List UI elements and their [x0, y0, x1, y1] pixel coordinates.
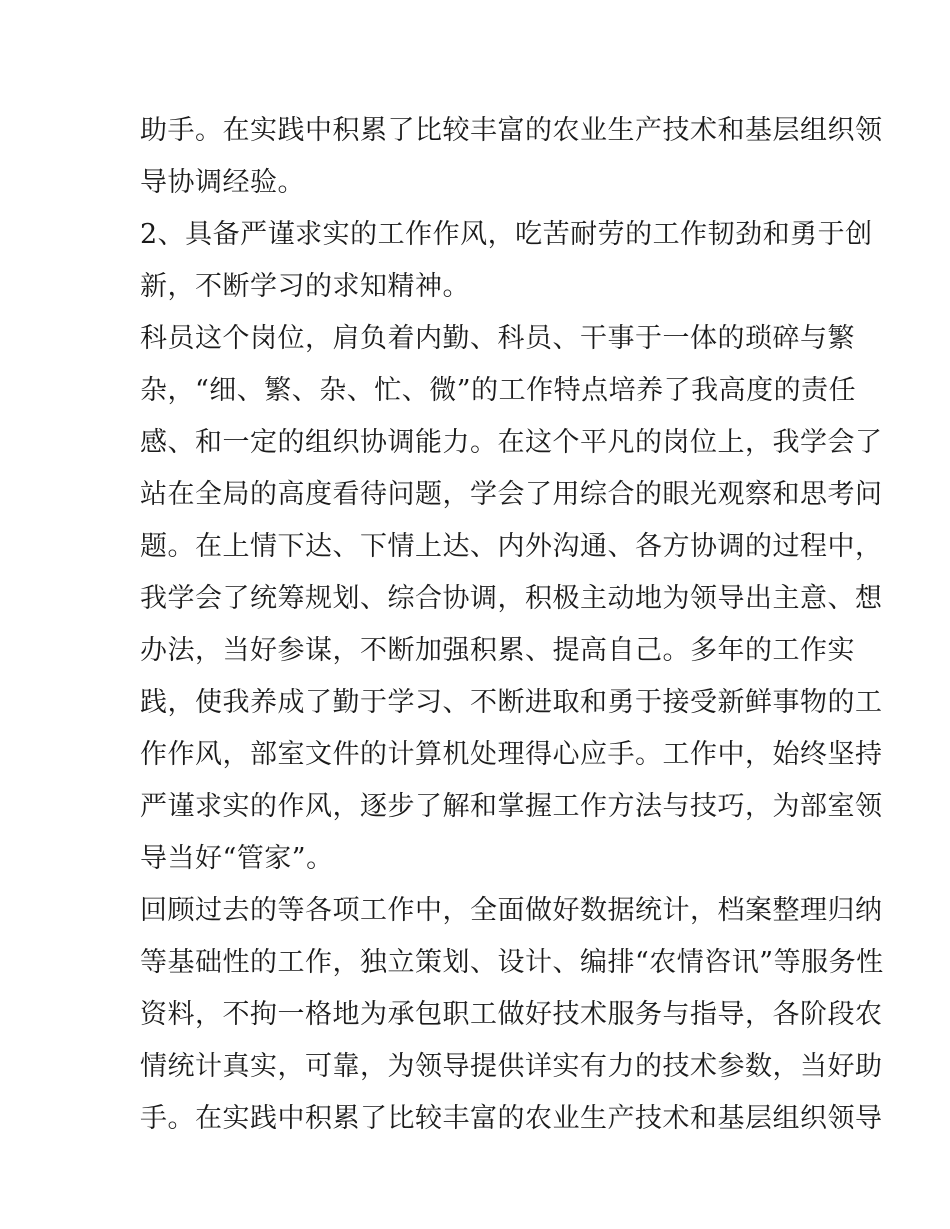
text-line: 等基础性的工作，独立策划、设计、编排“农情咨讯”等服务性 [140, 947, 884, 978]
paragraph [140, 885, 884, 1145]
text-line: 题。在上情下达、下情上达、内外沟通、各方协调的过程中， [140, 531, 883, 562]
text-line: 作作风，部室文件的计算机处理得心应手。工作中，始终坚持 [140, 739, 883, 770]
text-line: 资料，不拘一格地为承包职工做好技术服务与指导，各阶段农 [140, 999, 883, 1030]
text-line: 感、和一定的组织协调能力。在这个平凡的岗位上，我学会了 [140, 427, 883, 458]
text-line: 手。在实践中积累了比较丰富的农业生产技术和基层组织领导 [140, 1103, 883, 1134]
document-body [140, 105, 884, 1145]
text-line: 我学会了统筹规划、综合协调，积极主动地为领导出主意、想 [140, 583, 883, 614]
text-line: 站在全局的高度看待问题，学会了用综合的眼光观察和思考问 [140, 479, 883, 510]
text-line: 导协调经验。 [140, 167, 305, 198]
paragraph [140, 313, 883, 885]
text-line: 践，使我养成了勤于学习、不断进取和勇于接受新鲜事物的工 [140, 687, 883, 718]
text-line: 新，不断学习的求知精神。 [140, 271, 470, 302]
text-line: 导当好“管家”。 [140, 843, 334, 874]
paragraph [140, 209, 873, 313]
paragraph [140, 105, 883, 209]
text-line: 科员这个岗位，肩负着内勤、科员、干事于一体的琐碎与繁 [140, 323, 855, 354]
text-line: 助手。在实践中积累了比较丰富的农业生产技术和基层组织领 [140, 115, 883, 146]
text-line: 杂，“细、繁、杂、忙、微”的工作特点培养了我高度的责任 [140, 375, 857, 406]
text-line: 2、具备严谨求实的工作作风，吃苦耐劳的工作韧劲和勇于创 [140, 219, 873, 250]
text-line: 办法，当好参谋，不断加强积累、提高自己。多年的工作实 [140, 635, 855, 666]
text-line: 回顾过去的等各项工作中，全面做好数据统计，档案整理归纳 [140, 895, 883, 926]
text-line: 严谨求实的作风，逐步了解和掌握工作方法与技巧，为部室领 [140, 791, 883, 822]
text-line: 情统计真实，可靠，为领导提供详实有力的技术参数，当好助 [140, 1051, 883, 1082]
